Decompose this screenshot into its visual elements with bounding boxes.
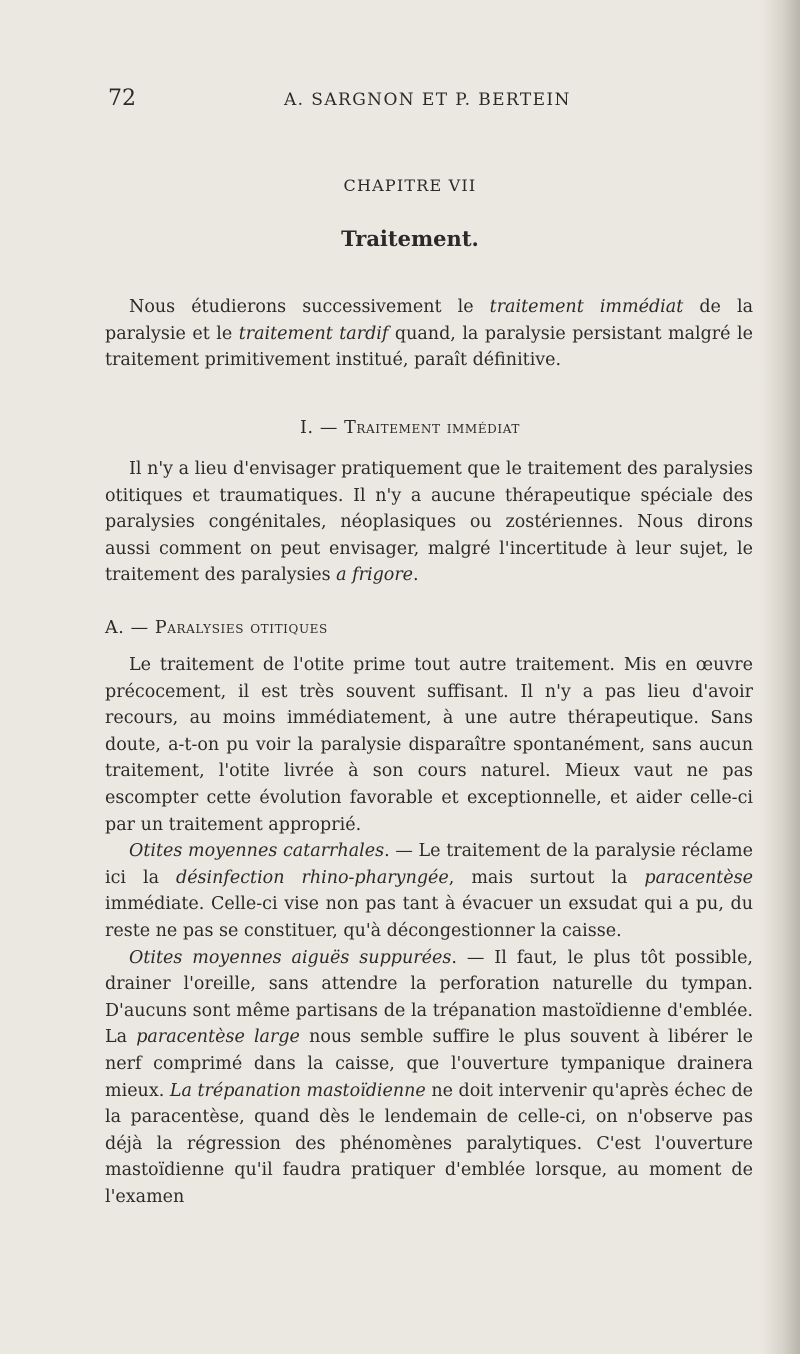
page-edge-shadow	[762, 0, 800, 1354]
intro-paragraph: Nous étudierons successivement le traitement immédiat de la paralysie et le traitement tardif quand, la paralysie persistant malgré le traitement primitivement institué, paraît définitive.	[105, 297, 754, 371]
chapter-label: CHAPITRE VII	[343, 176, 477, 195]
page-number: 72	[108, 86, 136, 111]
paragraph-otite: Le traitement de l'otite prime tout autre traitement. Mis en œuvre précocement, il est très souvent suffisant. Il n'y a pas lieu d'avoir recours, au moins immédiatement, à une autre thérapeutique. Sans doute, a-t-on pu voir la paralysie disparaître spontanément, sans aucun traitement, l'otite livrée à son cours naturel. Mieux vaut ne pas escompter cette évolution favorable et exceptionnelle, et aider celle-ci par un traitement approprié.	[105, 655, 753, 835]
subheading-paralysies-otitiques: A. — Paralysies otitiques	[105, 618, 328, 638]
otitiques-body	[105, 652, 753, 1210]
paragraph-otites-suppurees: Otites moyennes aiguës suppurées. — Il faut, le plus tôt possible, drainer l'oreille, sans attendre la perforation naturelle du tympan. D'aucuns sont même partisans de la trépanation mastoïdienne d'emblée. La paracentèse large nous semble suffire le plus souvent à libérer le nerf comprimé dans la caisse, que l'ouverture tympanique drainera mieux. La trépanation mastoïdienne ne doit intervenir qu'après échec de la paracentèse, quand dès le lendemain de celle-ci, on n'observe pas déjà la régression des phénomènes paralytiques. C'est l'ouverture mastoïdienne qu'il faudra pratiquer d'emblée lorsque, au moment de l'examen	[105, 947, 754, 1207]
section1-paragraph: Il n'y a lieu d'envisager pratiquement que le traitement des paralysies otitiques et traumatiques. Il n'y a aucune thérapeutique spéciale des paralysies congénitales, néoplasiques ou zostériennes. Nous dirons aussi comment on peut envisager, malgré l'incertitude à leur sujet, le traitement des paralysies a frigore.	[105, 459, 753, 586]
paragraph-otites-catarrhales: Otites moyennes catarrhales. — Le traitement de la paralysie réclame ici la désinfection rhino-pharyngée, mais surtout la paracentèse immédiate. Celle-ci vise non pas tant à évacuer un exsudat qui a pu, du reste ne pas se constituer, qu'à décongestionner la caisse.	[105, 841, 753, 941]
page-header	[108, 86, 754, 116]
running-head: A. SARGNON ET P. BERTEIN	[284, 90, 571, 110]
section-heading-traitement-immediat: I. — Traitement immédiat	[300, 418, 520, 438]
chapter-title: Traitement.	[341, 226, 479, 251]
